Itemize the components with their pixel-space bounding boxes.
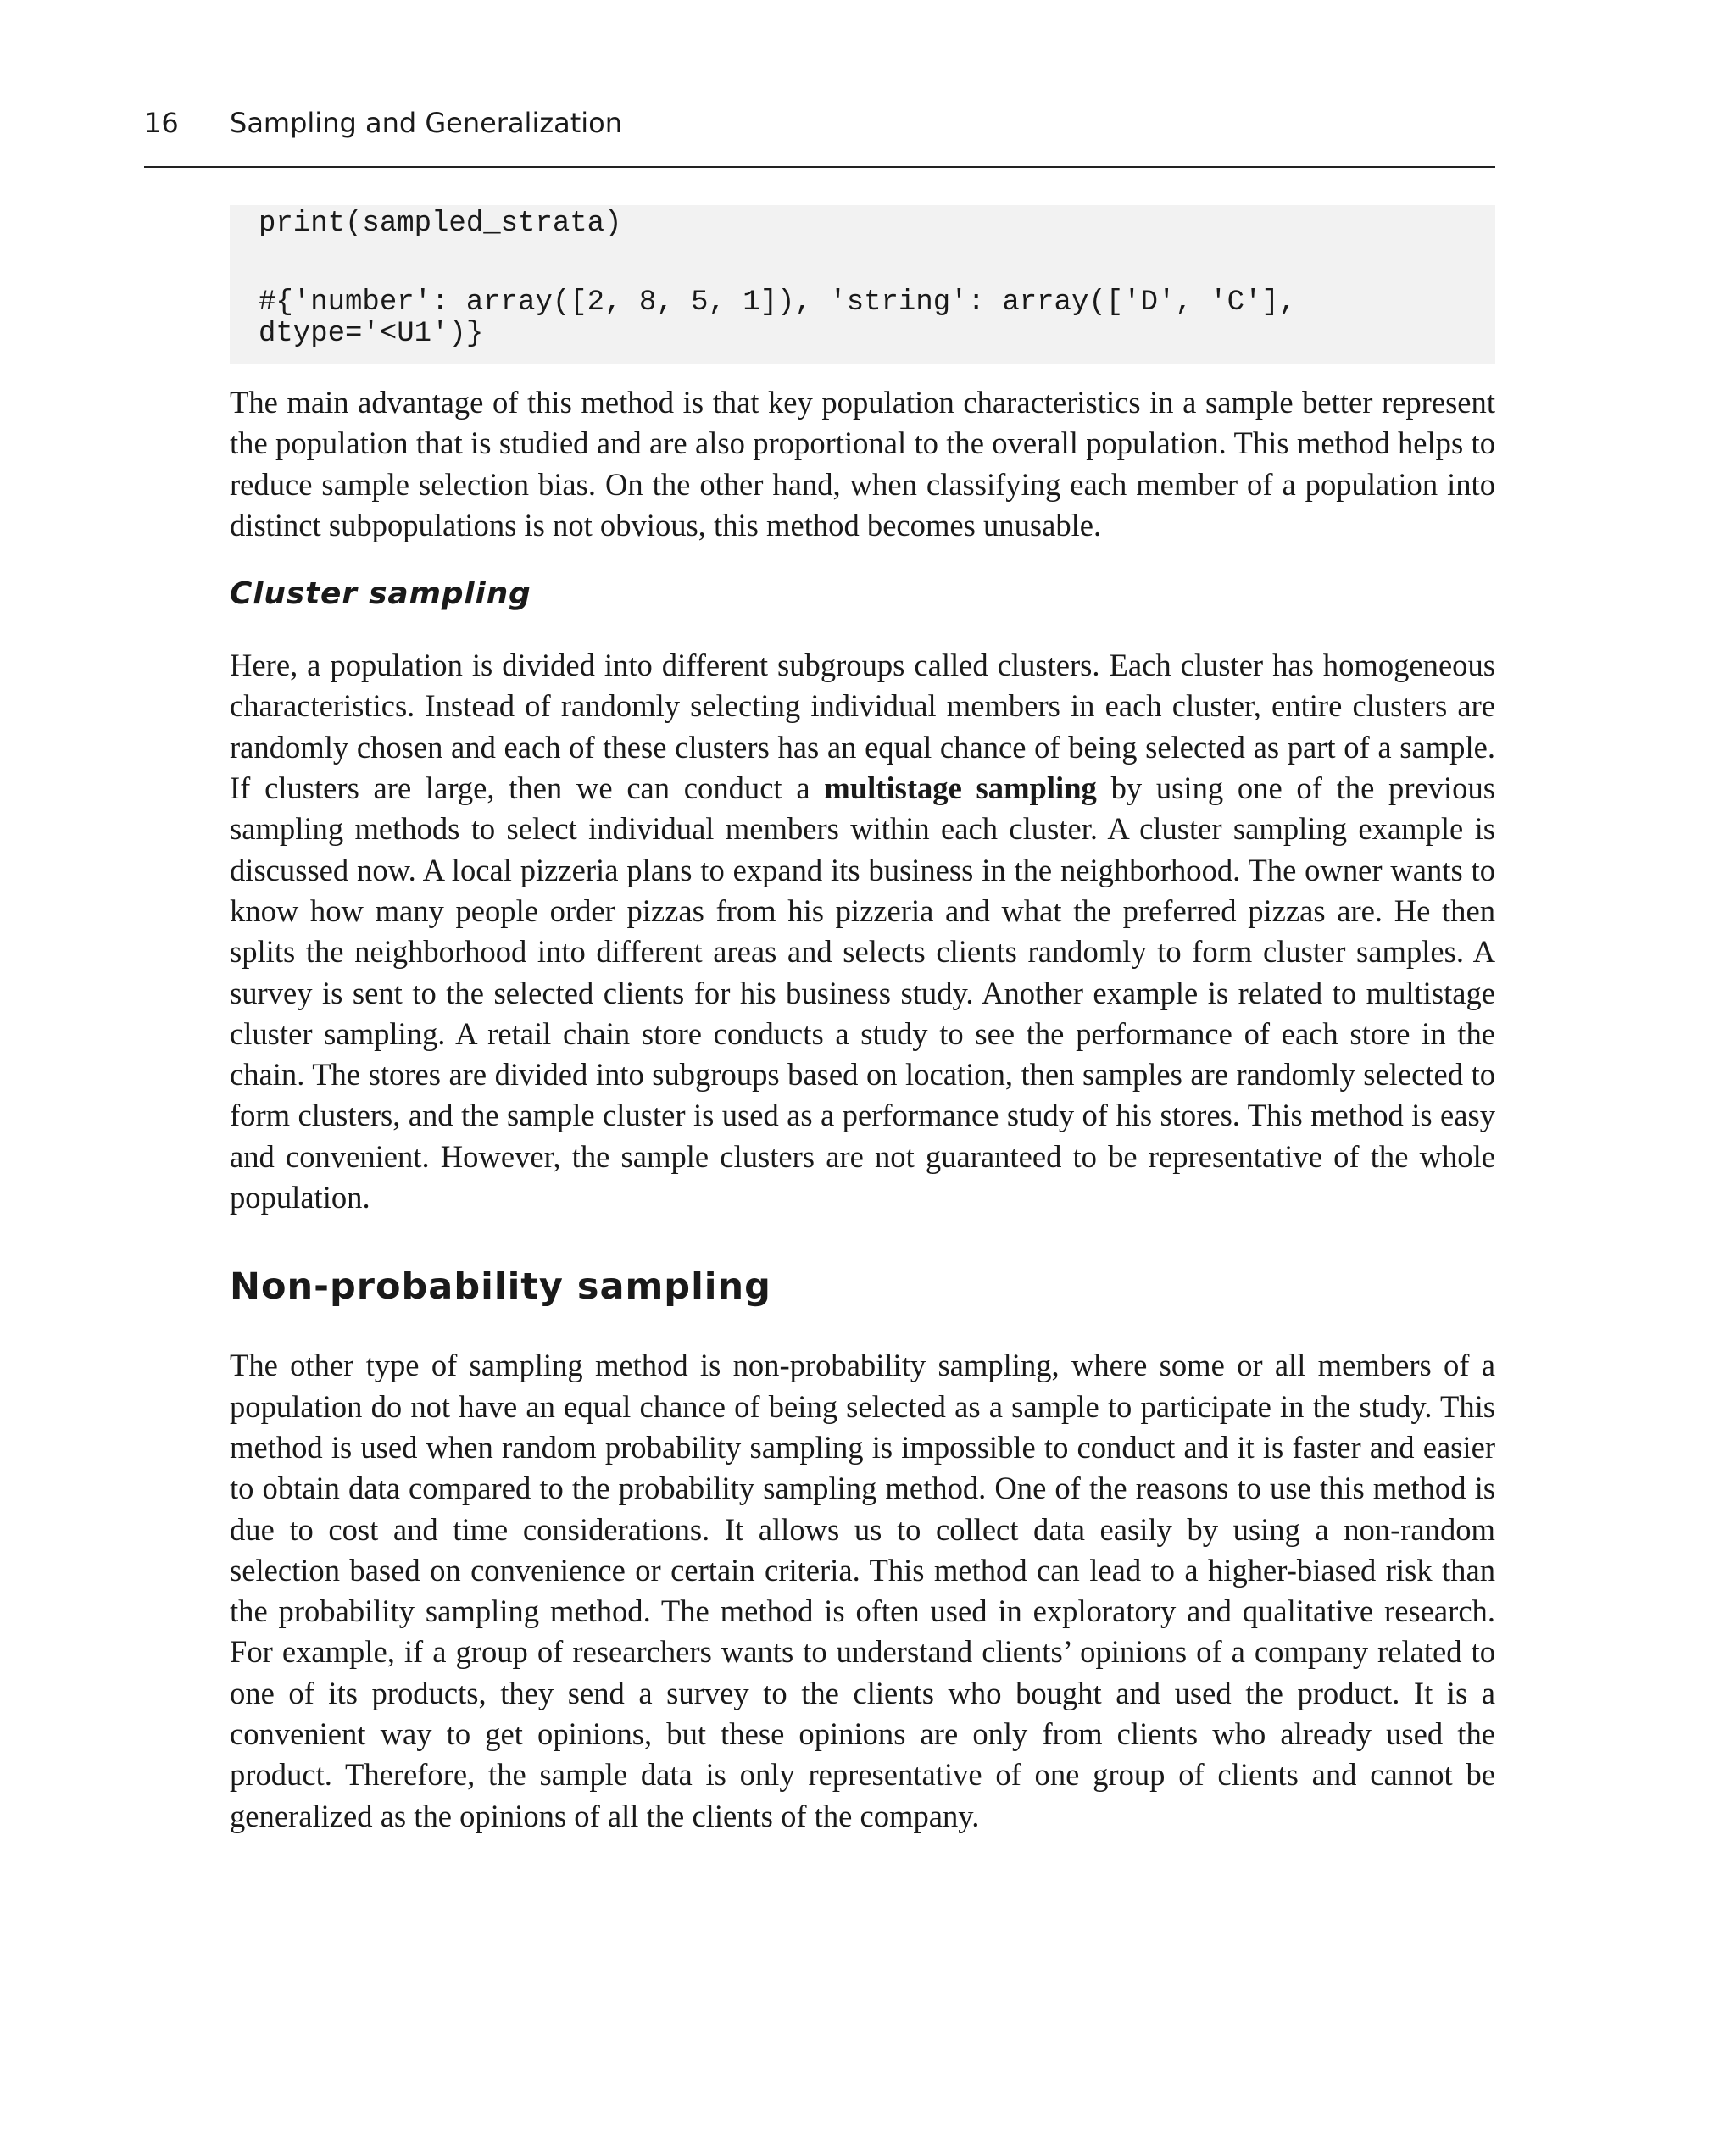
page-content bbox=[230, 205, 1495, 1837]
code-line: dtype='<U1')} bbox=[259, 318, 484, 350]
running-head: Sampling and Generalization bbox=[230, 107, 623, 139]
heading-cluster-sampling: Cluster sampling bbox=[230, 576, 531, 612]
paragraph-cluster-sampling bbox=[230, 645, 1495, 1218]
code-line: print(sampled_strata) bbox=[259, 208, 622, 240]
bold-term-multistage-sampling: multistage sampling bbox=[824, 770, 1097, 806]
page-number: 16 bbox=[144, 107, 179, 139]
paragraph-text: by using one of the previous sampling methods to select individual members within each cluster. A cluster sampling example is discussed now. A local pizzeria plans to expand its business in the neighborhood. The owner wants to know how many people order pizzas from his pizzeria and what the preferred pizzas are. He then splits the neighborhood into different areas and selects clients randomly to form cluster samples. A survey is sent to the selected clients for his business study. Another example is related to multistage cluster sampling. A retail chain store conducts a study to see the performance of each store in the chain. The stores are divided into subgroups based on location, then samples are randomly selected to form clusters, and the sample cluster is used as a performance study of his stores. This method is easy and convenient. However, the sample clusters are not guaranteed to be representative of the whole population. bbox=[230, 770, 1495, 1215]
code-blank-line bbox=[259, 240, 1466, 287]
code-block bbox=[230, 205, 1495, 364]
heading-non-probability-sampling: Non-probability sampling bbox=[230, 1265, 771, 1309]
paragraph-stratified-advantages: The main advantage of this method is that key population characteristics in a sample better represent the population that is studied and are also proportional to the overall population. This method helps to reduce sample selection bias. On the other hand, when classifying each member of a population into distinct subpopulations is not obvious, this method becomes unusable. bbox=[230, 385, 1495, 542]
paragraph-text: Here, a population is divided into different subgroups called clusters. Each cluster has homogeneous characteristics. Instead of randomly selecting individual members in each cluster, entire clusters are randomly chosen and each of these clusters has an equal chance of being selected as part of a sample. If clusters are large, then we can conduct a bbox=[230, 648, 1495, 806]
code-line: #{'number': array([2, 8, 5, 1]), 'string': array(['D', 'C'], bbox=[259, 286, 1297, 319]
page-header bbox=[144, 105, 1495, 168]
paragraph-non-probability-sampling: The other type of sampling method is non-probability sampling, where some or all members of a population do not have an equal chance of being selected as a sample to participate in the study. This method is used when random probability sampling is impossible to conduct and it is faster and easier to obtain data compared to the probability sampling method. One of the reasons to use this method is due to cost and time considerations. It allows us to collect data easily by using a non-random selection based on convenience or certain criteria. This method can lead to a higher-biased risk than the probability sampling method. The method is often used in exploratory and qualitative research. For example, if a group of researchers wants to understand clients’ opinions of a company related to one of its products, they send a survey to the clients who bought and used the product. It is a convenient way to get opinions, but these opinions are only from clients who already used the product. Therefore, the sample data is only representative of one group of clients and cannot be generalized as the opinions of all the clients of the company. bbox=[230, 1348, 1495, 1833]
